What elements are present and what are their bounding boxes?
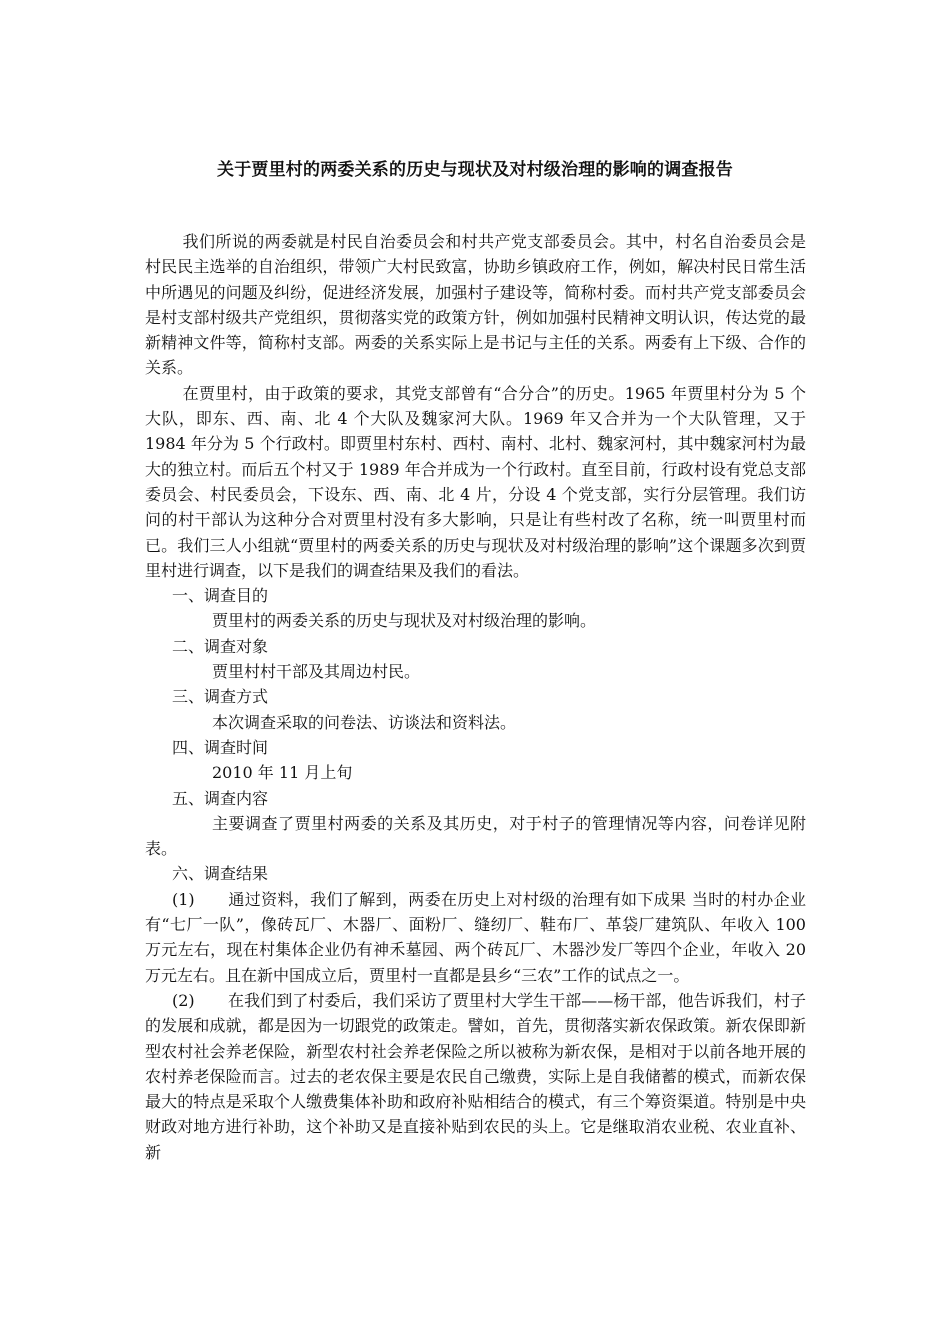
section-content-time: 2010 年 11 月上旬	[212, 763, 353, 783]
result-number: (2)	[172, 990, 195, 1010]
section-content-purpose: 贾里村的两委关系的历史与现状及对村级治理的影响。	[212, 611, 597, 631]
section-heading-content: 五、调查内容	[172, 788, 269, 808]
result-text: 通过资料，我们了解到，两委在历史上对村级的治理有如下成果 当时的村办企业有“七厂一队”，像砖瓦厂、木器厂、面粉厂、缝纫厂、鞋布厂、革袋厂建筑队、年收入 100 万元左右，现在村集体企业仍有神禾墓园、两个砖瓦厂、木器沙发厂等四个企业，年收入 20 万元左右。且在新中国成立后，贾里村一直都是县乡“三农”工作的试点之一。	[145, 889, 806, 985]
result-text: 在我们到了村委后，我们采访了贾里村大学生干部——杨干部，他告诉我们，村子的发展和成就，都是因为一切跟党的政策走。譬如，首先，贯彻落实新农保政策。新农保即新型农村社会养老保险，新型农村社会养老保险之所以被称为新农保，是相对于以前各地开展的农村养老保险而言。过去的老农保主要是农民自己缴费，实际上是自我储蓄的模式，而新农保最大的特点是采取个人缴费集体补助和政府补贴相结合的模式，有三个筹资渠道。特别是中央财政对地方进行补助，这个补助又是直接补贴到农民的头上。它是继取消农业税、农业直补、新	[145, 990, 806, 1162]
result-number: (1)	[172, 889, 195, 909]
section-content-method: 本次调查采取的问卷法、访谈法和资料法。	[212, 712, 517, 732]
document-title: 关于贾里村的两委关系的历史与现状及对村级治理的影响的调查报告	[217, 160, 733, 180]
intro-paragraph: 我们所说的两委就是村民自治委员会和村共产党支部委员会。其中，村名自治委员会是村民民主选举的自治组织，带领广大村民致富，协助乡镇政府工作，例如，解决村民日常生活中所遇见的问题及纠纷，促进经济发展，加强村子建设等，简称村委。而村共产党支部委员会是村支部村级共产党组织，贯彻落实党的政策方针，例如加强村民精神文明认识，传达党的最新精神文件等，简称村支部。两委的关系实际上是书记与主任的关系。两委有上下级、合作的关系。	[145, 232, 806, 378]
section-heading-method: 三、调查方式	[172, 687, 269, 707]
section-heading-subject: 二、调查对象	[172, 636, 269, 656]
section-content-subject: 贾里村村干部及其周边村民。	[212, 662, 421, 682]
document-body	[145, 229, 806, 1165]
section-heading-results: 六、调查结果	[172, 864, 269, 884]
result-item	[145, 988, 806, 1165]
result-item	[145, 887, 806, 988]
section-heading-time: 四、调查时间	[172, 737, 269, 757]
history-paragraph: 在贾里村，由于政策的要求，其党支部曾有“合分合”的历史。1965 年贾里村分为 5 个大队，即东、西、南、北 4 个大队及魏家河大队。1969 年又合并为一个大队管理，又于 1984 年分为 5 个行政村。即贾里村东村、西村、南村、北村、魏家河村，其中魏家河村为最大的独立村。而后五个村又于 1989 年合并成为一个行政村。直至目前，行政村设有党总支部委员会、村民委员会，下设东、西、南、北 4 片，分设 4 个党支部，实行分层管理。我们访问的村干部认为这种分合对贾里村没有多大影响，只是让有些村改了名称，统一叫贾里村而已。我们三人小组就“贾里村的两委关系的历史与现状及对村级治理的影响”这个课题多次到贾里村进行调查，以下是我们的调查结果及我们的看法。	[145, 383, 806, 580]
section-heading-purpose: 一、调查目的	[172, 586, 269, 606]
section-content-content: 主要调查了贾里村两委的关系及其历史，对于村子的管理情况等内容，问卷详见附表。	[145, 813, 806, 859]
